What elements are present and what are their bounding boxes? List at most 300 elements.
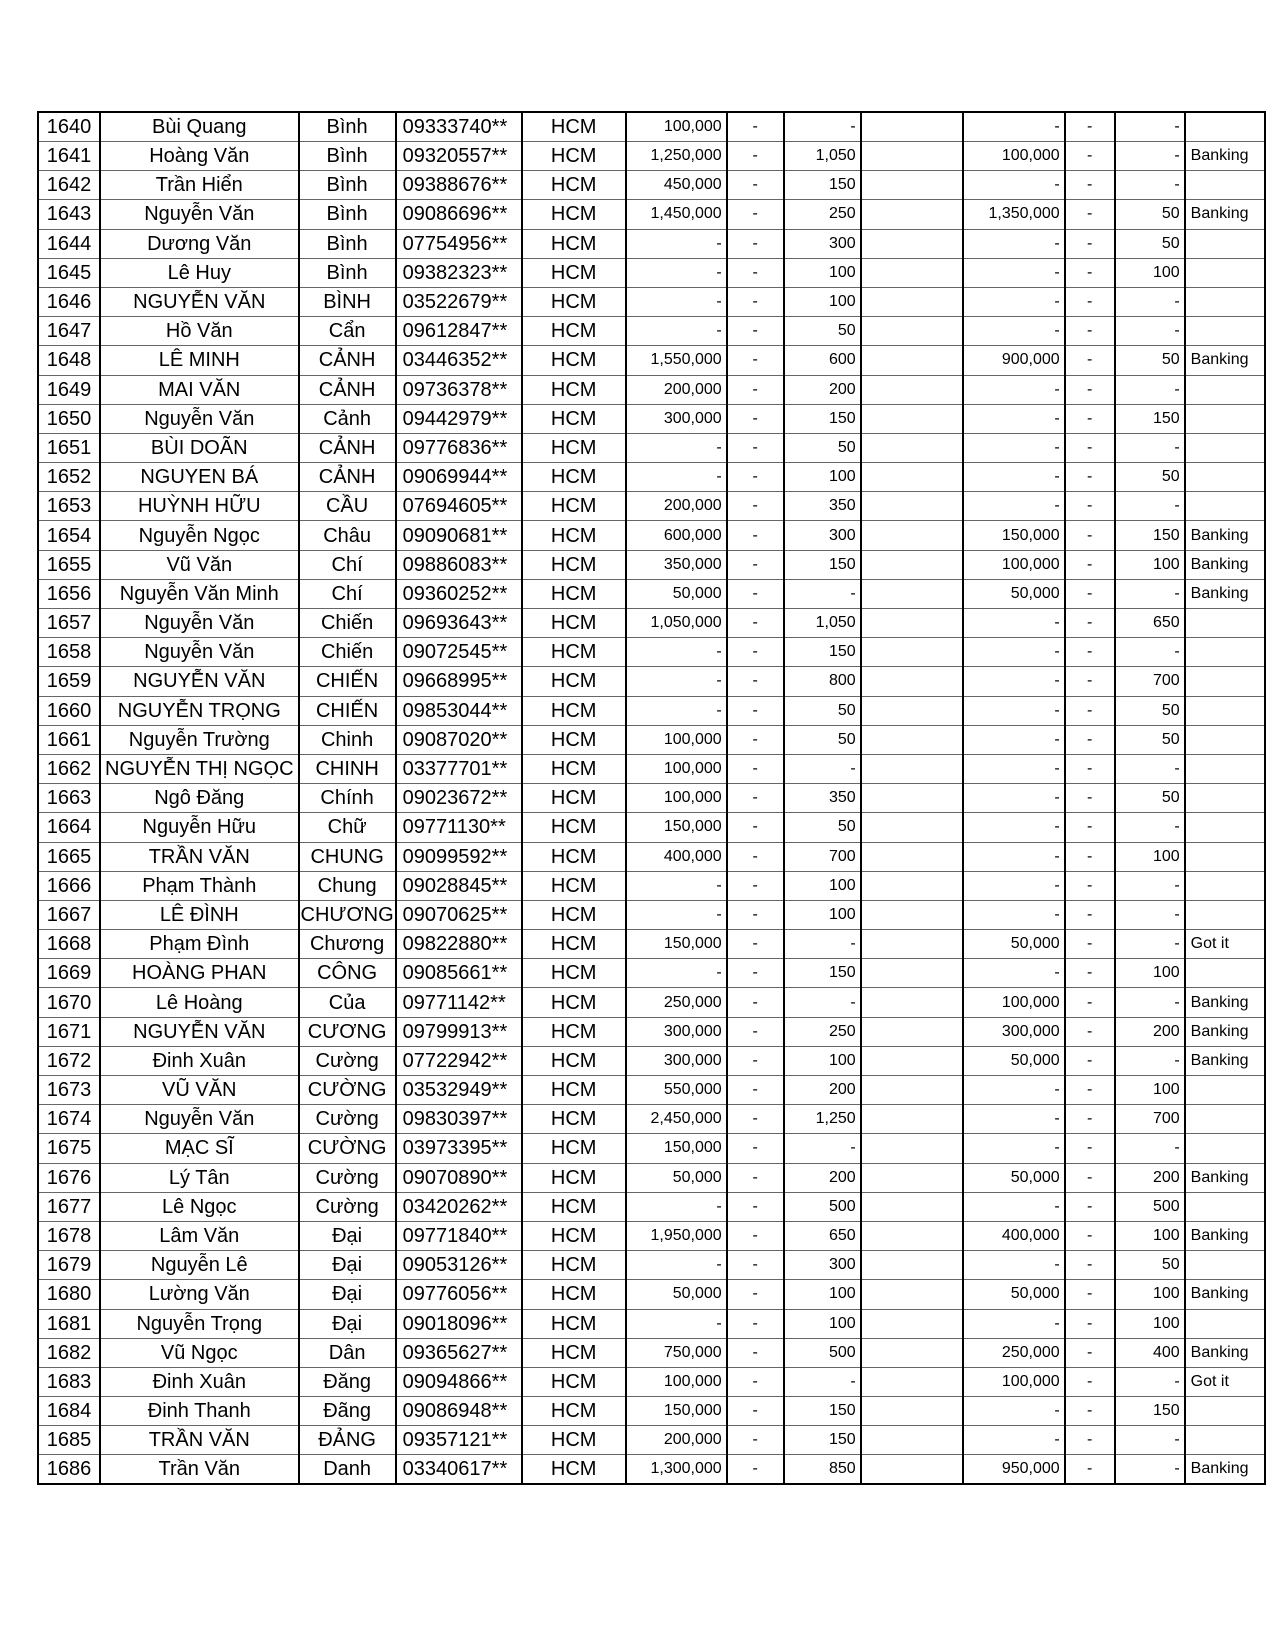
cell-amount-2: 50,000 — [963, 1163, 1065, 1192]
cell-col-11: - — [1065, 142, 1115, 171]
cell-row-id: 1666 — [38, 871, 100, 900]
cell-col-7: - — [727, 754, 784, 783]
cell-col-9 — [861, 317, 963, 346]
cell-phone: 09693643** — [396, 609, 522, 638]
table-row — [38, 521, 1265, 550]
cell-first-name: CHƯƠNG — [299, 900, 396, 929]
cell-amount-2: - — [963, 1192, 1065, 1221]
cell-first-name: Chữ — [299, 813, 396, 842]
cell-row-id: 1645 — [38, 258, 100, 287]
cell-col-9 — [861, 1076, 963, 1105]
cell-points-1: 200 — [784, 1076, 861, 1105]
cell-last-middle-name: NGUYỄN VĂN — [100, 287, 299, 316]
cell-phone: 09023672** — [396, 784, 522, 813]
cell-payment-method — [1185, 1251, 1265, 1280]
cell-col-11: - — [1065, 638, 1115, 667]
cell-phone: 09612847** — [396, 317, 522, 346]
cell-points-2: 100 — [1115, 1076, 1185, 1105]
cell-city: HCM — [522, 433, 626, 462]
cell-amount-1: - — [626, 463, 727, 492]
cell-first-name: Chiến — [299, 638, 396, 667]
cell-amount-1: 1,950,000 — [626, 1221, 727, 1250]
cell-last-middle-name: Lường Văn — [100, 1280, 299, 1309]
cell-points-2: - — [1115, 433, 1185, 462]
cell-payment-method — [1185, 638, 1265, 667]
cell-phone: 09382323** — [396, 258, 522, 287]
cell-amount-2: - — [963, 258, 1065, 287]
cell-col-11: - — [1065, 1338, 1115, 1367]
cell-row-id: 1673 — [38, 1076, 100, 1105]
table-row — [38, 667, 1265, 696]
cell-points-2: 100 — [1115, 1309, 1185, 1338]
cell-last-middle-name: Hồ Văn — [100, 317, 299, 346]
cell-row-id: 1641 — [38, 142, 100, 171]
cell-first-name: CÔNG — [299, 959, 396, 988]
cell-points-2: 50 — [1115, 784, 1185, 813]
cell-col-11: - — [1065, 1017, 1115, 1046]
cell-city: HCM — [522, 463, 626, 492]
cell-amount-2: - — [963, 463, 1065, 492]
cell-col-9 — [861, 1046, 963, 1075]
cell-amount-1: - — [626, 1192, 727, 1221]
cell-payment-method — [1185, 258, 1265, 287]
cell-phone: 09086948** — [396, 1397, 522, 1426]
cell-col-9 — [861, 229, 963, 258]
cell-amount-1: - — [626, 229, 727, 258]
cell-col-11: - — [1065, 1076, 1115, 1105]
cell-payment-method — [1185, 375, 1265, 404]
cell-col-11: - — [1065, 579, 1115, 608]
cell-payment-method — [1185, 404, 1265, 433]
cell-phone: 09085661** — [396, 959, 522, 988]
cell-payment-method — [1185, 112, 1265, 142]
table-body — [38, 112, 1265, 1484]
cell-phone: 09799913** — [396, 1017, 522, 1046]
cell-phone: 09886083** — [396, 550, 522, 579]
cell-col-9 — [861, 1426, 963, 1455]
cell-amount-1: 150,000 — [626, 1397, 727, 1426]
cell-points-2: 50 — [1115, 346, 1185, 375]
cell-amount-1: 200,000 — [626, 375, 727, 404]
cell-amount-2: - — [963, 433, 1065, 462]
cell-row-id: 1658 — [38, 638, 100, 667]
cell-city: HCM — [522, 1367, 626, 1396]
cell-points-1: - — [784, 930, 861, 959]
cell-amount-1: 400,000 — [626, 842, 727, 871]
cell-city: HCM — [522, 579, 626, 608]
cell-first-name: CHINH — [299, 754, 396, 783]
cell-last-middle-name: Trần Hiển — [100, 171, 299, 200]
cell-last-middle-name: TRẦN VĂN — [100, 1426, 299, 1455]
cell-city: HCM — [522, 521, 626, 550]
cell-col-9 — [861, 1338, 963, 1367]
cell-row-id: 1644 — [38, 229, 100, 258]
cell-col-11: - — [1065, 754, 1115, 783]
cell-payment-method — [1185, 287, 1265, 316]
cell-points-1: 50 — [784, 813, 861, 842]
cell-first-name: Đại — [299, 1309, 396, 1338]
cell-col-9 — [861, 1367, 963, 1396]
cell-col-7: - — [727, 871, 784, 900]
cell-col-7: - — [727, 1455, 784, 1485]
cell-col-11: - — [1065, 900, 1115, 929]
cell-col-7: - — [727, 900, 784, 929]
cell-col-7: - — [727, 1397, 784, 1426]
cell-points-1: 150 — [784, 550, 861, 579]
cell-col-11: - — [1065, 171, 1115, 200]
cell-col-9 — [861, 667, 963, 696]
cell-first-name: Đại — [299, 1251, 396, 1280]
table-row — [38, 258, 1265, 287]
cell-col-9 — [861, 959, 963, 988]
cell-last-middle-name: Lê Huy — [100, 258, 299, 287]
cell-col-11: - — [1065, 1455, 1115, 1485]
cell-col-7: - — [727, 1251, 784, 1280]
cell-payment-method — [1185, 609, 1265, 638]
cell-col-9 — [861, 813, 963, 842]
cell-last-middle-name: Nguyễn Văn — [100, 1105, 299, 1134]
cell-points-1: 150 — [784, 1397, 861, 1426]
cell-amount-1: - — [626, 696, 727, 725]
table-row — [38, 171, 1265, 200]
cell-row-id: 1659 — [38, 667, 100, 696]
cell-phone: 07754956** — [396, 229, 522, 258]
cell-last-middle-name: Vũ Ngọc — [100, 1338, 299, 1367]
cell-first-name: Đăng — [299, 1367, 396, 1396]
cell-last-middle-name: Lý Tân — [100, 1163, 299, 1192]
cell-amount-2: 50,000 — [963, 579, 1065, 608]
cell-last-middle-name: Đinh Thanh — [100, 1397, 299, 1426]
cell-points-1: 100 — [784, 871, 861, 900]
cell-points-1: 300 — [784, 229, 861, 258]
cell-payment-method — [1185, 1426, 1265, 1455]
cell-col-11: - — [1065, 1134, 1115, 1163]
cell-payment-method — [1185, 492, 1265, 521]
cell-row-id: 1660 — [38, 696, 100, 725]
cell-points-1: 50 — [784, 317, 861, 346]
cell-col-7: - — [727, 638, 784, 667]
cell-row-id: 1683 — [38, 1367, 100, 1396]
cell-city: HCM — [522, 842, 626, 871]
cell-points-2: - — [1115, 375, 1185, 404]
cell-city: HCM — [522, 346, 626, 375]
cell-col-7: - — [727, 609, 784, 638]
cell-phone: 09776836** — [396, 433, 522, 462]
cell-payment-method: Banking — [1185, 550, 1265, 579]
cell-phone: 09069944** — [396, 463, 522, 492]
cell-points-2: - — [1115, 900, 1185, 929]
cell-points-1: 150 — [784, 171, 861, 200]
cell-payment-method — [1185, 871, 1265, 900]
cell-col-9 — [861, 900, 963, 929]
cell-col-9 — [861, 930, 963, 959]
cell-city: HCM — [522, 871, 626, 900]
cell-points-1: 100 — [784, 900, 861, 929]
cell-amount-2: 900,000 — [963, 346, 1065, 375]
cell-points-1: 1,050 — [784, 142, 861, 171]
cell-col-9 — [861, 258, 963, 287]
table-row — [38, 784, 1265, 813]
cell-points-2: 500 — [1115, 1192, 1185, 1221]
cell-amount-2: - — [963, 375, 1065, 404]
cell-col-11: - — [1065, 258, 1115, 287]
table-row — [38, 579, 1265, 608]
cell-col-7: - — [727, 171, 784, 200]
cell-first-name: CẦU — [299, 492, 396, 521]
cell-amount-1: 300,000 — [626, 404, 727, 433]
cell-points-2: - — [1115, 142, 1185, 171]
cell-col-11: - — [1065, 930, 1115, 959]
cell-col-7: - — [727, 142, 784, 171]
cell-phone: 09668995** — [396, 667, 522, 696]
cell-col-9 — [861, 1163, 963, 1192]
cell-amount-2: - — [963, 725, 1065, 754]
cell-phone: 09830397** — [396, 1105, 522, 1134]
table-row — [38, 287, 1265, 316]
cell-points-1: 850 — [784, 1455, 861, 1485]
cell-last-middle-name: LÊ ĐÌNH — [100, 900, 299, 929]
data-table — [37, 111, 1266, 1485]
cell-phone: 09070625** — [396, 900, 522, 929]
cell-city: HCM — [522, 959, 626, 988]
cell-row-id: 1682 — [38, 1338, 100, 1367]
cell-city: HCM — [522, 1134, 626, 1163]
cell-payment-method — [1185, 317, 1265, 346]
cell-col-11: - — [1065, 287, 1115, 316]
cell-row-id: 1678 — [38, 1221, 100, 1250]
cell-points-1: 100 — [784, 258, 861, 287]
cell-last-middle-name: Vũ Văn — [100, 550, 299, 579]
cell-amount-1: 150,000 — [626, 930, 727, 959]
cell-row-id: 1655 — [38, 550, 100, 579]
cell-points-1: 150 — [784, 404, 861, 433]
cell-city: HCM — [522, 229, 626, 258]
cell-last-middle-name: Nguyễn Văn — [100, 609, 299, 638]
cell-payment-method: Banking — [1185, 1046, 1265, 1075]
cell-last-middle-name: NGUYỄN TRỌNG — [100, 696, 299, 725]
cell-first-name: CƯƠNG — [299, 1017, 396, 1046]
cell-col-11: - — [1065, 959, 1115, 988]
cell-col-11: - — [1065, 1397, 1115, 1426]
cell-amount-2: - — [963, 900, 1065, 929]
cell-amount-2: - — [963, 229, 1065, 258]
cell-col-11: - — [1065, 725, 1115, 754]
table-row — [38, 463, 1265, 492]
cell-col-9 — [861, 1134, 963, 1163]
cell-col-9 — [861, 784, 963, 813]
cell-last-middle-name: Nguyễn Văn — [100, 638, 299, 667]
cell-amount-1: - — [626, 317, 727, 346]
cell-amount-2: - — [963, 404, 1065, 433]
cell-points-1: 150 — [784, 638, 861, 667]
cell-amount-2: - — [963, 638, 1065, 667]
table-row — [38, 1163, 1265, 1192]
cell-amount-2: - — [963, 1105, 1065, 1134]
table-row — [38, 1280, 1265, 1309]
table-row — [38, 842, 1265, 871]
cell-payment-method: Banking — [1185, 988, 1265, 1017]
cell-amount-1: 50,000 — [626, 579, 727, 608]
cell-payment-method: Banking — [1185, 1338, 1265, 1367]
cell-col-11: - — [1065, 200, 1115, 229]
cell-amount-2: 1,350,000 — [963, 200, 1065, 229]
cell-col-9 — [861, 1397, 963, 1426]
cell-col-11: - — [1065, 1163, 1115, 1192]
cell-amount-1: 600,000 — [626, 521, 727, 550]
cell-points-2: 650 — [1115, 609, 1185, 638]
cell-phone: 09053126** — [396, 1251, 522, 1280]
cell-payment-method — [1185, 433, 1265, 462]
cell-payment-method: Banking — [1185, 142, 1265, 171]
cell-last-middle-name: Nguyễn Văn — [100, 200, 299, 229]
cell-col-9 — [861, 609, 963, 638]
cell-city: HCM — [522, 754, 626, 783]
cell-col-11: - — [1065, 696, 1115, 725]
cell-points-2: - — [1115, 1367, 1185, 1396]
cell-points-2: - — [1115, 287, 1185, 316]
cell-row-id: 1656 — [38, 579, 100, 608]
cell-payment-method: Got it — [1185, 930, 1265, 959]
cell-first-name: Cẩn — [299, 317, 396, 346]
cell-amount-1: - — [626, 433, 727, 462]
cell-col-11: - — [1065, 1426, 1115, 1455]
cell-points-1: 150 — [784, 1426, 861, 1455]
cell-city: HCM — [522, 813, 626, 842]
cell-last-middle-name: NGUYỄN THỊ NGỌC — [100, 754, 299, 783]
cell-amount-1: 150,000 — [626, 1134, 727, 1163]
cell-first-name: CHIẾN — [299, 696, 396, 725]
cell-row-id: 1669 — [38, 959, 100, 988]
table-row — [38, 813, 1265, 842]
cell-phone: 09357121** — [396, 1426, 522, 1455]
cell-city: HCM — [522, 1426, 626, 1455]
cell-col-11: - — [1065, 842, 1115, 871]
cell-amount-2: - — [963, 1251, 1065, 1280]
cell-last-middle-name: LÊ MINH — [100, 346, 299, 375]
cell-last-middle-name: Lê Ngọc — [100, 1192, 299, 1221]
cell-payment-method — [1185, 842, 1265, 871]
cell-payment-method — [1185, 667, 1265, 696]
cell-col-7: - — [727, 404, 784, 433]
cell-col-9 — [861, 404, 963, 433]
cell-points-1: 50 — [784, 433, 861, 462]
cell-city: HCM — [522, 258, 626, 287]
cell-last-middle-name: HOÀNG PHAN — [100, 959, 299, 988]
cell-phone: 09360252** — [396, 579, 522, 608]
cell-phone: 09333740** — [396, 112, 522, 142]
cell-payment-method — [1185, 1309, 1265, 1338]
cell-amount-2: - — [963, 609, 1065, 638]
cell-row-id: 1661 — [38, 725, 100, 754]
cell-row-id: 1647 — [38, 317, 100, 346]
cell-last-middle-name: Phạm Đình — [100, 930, 299, 959]
cell-points-2: 200 — [1115, 1017, 1185, 1046]
cell-amount-1: 1,250,000 — [626, 142, 727, 171]
cell-phone: 09099592** — [396, 842, 522, 871]
table-row — [38, 1251, 1265, 1280]
cell-city: HCM — [522, 1397, 626, 1426]
cell-amount-1: 1,300,000 — [626, 1455, 727, 1485]
cell-col-11: - — [1065, 521, 1115, 550]
cell-amount-2: - — [963, 1134, 1065, 1163]
cell-col-9 — [861, 1221, 963, 1250]
cell-points-2: - — [1115, 871, 1185, 900]
cell-city: HCM — [522, 1105, 626, 1134]
cell-phone: 09072545** — [396, 638, 522, 667]
cell-amount-2: 50,000 — [963, 1280, 1065, 1309]
cell-row-id: 1668 — [38, 930, 100, 959]
cell-amount-2: - — [963, 1076, 1065, 1105]
cell-points-2: 50 — [1115, 463, 1185, 492]
cell-payment-method: Banking — [1185, 579, 1265, 608]
cell-col-7: - — [727, 1221, 784, 1250]
cell-col-9 — [861, 521, 963, 550]
cell-col-9 — [861, 287, 963, 316]
cell-col-9 — [861, 754, 963, 783]
cell-payment-method — [1185, 229, 1265, 258]
cell-col-7: - — [727, 463, 784, 492]
cell-points-2: 200 — [1115, 1163, 1185, 1192]
cell-col-9 — [861, 1455, 963, 1485]
table-row — [38, 988, 1265, 1017]
cell-col-7: - — [727, 930, 784, 959]
cell-points-1: - — [784, 1367, 861, 1396]
cell-points-1: 50 — [784, 696, 861, 725]
cell-amount-1: 750,000 — [626, 1338, 727, 1367]
cell-phone: 09070890** — [396, 1163, 522, 1192]
cell-city: HCM — [522, 1251, 626, 1280]
cell-points-1: 150 — [784, 959, 861, 988]
cell-row-id: 1652 — [38, 463, 100, 492]
cell-payment-method — [1185, 725, 1265, 754]
cell-points-1: - — [784, 754, 861, 783]
cell-last-middle-name: Nguyễn Văn Minh — [100, 579, 299, 608]
cell-city: HCM — [522, 1076, 626, 1105]
cell-first-name: Bình — [299, 142, 396, 171]
cell-last-middle-name: Nguyễn Lê — [100, 1251, 299, 1280]
cell-col-7: - — [727, 1076, 784, 1105]
table-row — [38, 1367, 1265, 1396]
cell-payment-method: Banking — [1185, 1221, 1265, 1250]
cell-last-middle-name: NGUYỄN VĂN — [100, 667, 299, 696]
cell-row-id: 1650 — [38, 404, 100, 433]
cell-col-11: - — [1065, 346, 1115, 375]
cell-amount-1: 2,450,000 — [626, 1105, 727, 1134]
cell-first-name: Chương — [299, 930, 396, 959]
cell-amount-2: - — [963, 112, 1065, 142]
cell-payment-method: Banking — [1185, 1017, 1265, 1046]
cell-points-1: - — [784, 1134, 861, 1163]
table-row — [38, 1221, 1265, 1250]
cell-payment-method — [1185, 784, 1265, 813]
cell-col-9 — [861, 1280, 963, 1309]
table-row — [38, 638, 1265, 667]
table-row — [38, 1309, 1265, 1338]
cell-amount-2: 100,000 — [963, 142, 1065, 171]
cell-col-7: - — [727, 521, 784, 550]
cell-col-11: - — [1065, 784, 1115, 813]
cell-phone: 03973395** — [396, 1134, 522, 1163]
cell-first-name: Đại — [299, 1280, 396, 1309]
cell-points-2: - — [1115, 930, 1185, 959]
cell-city: HCM — [522, 550, 626, 579]
cell-row-id: 1657 — [38, 609, 100, 638]
cell-col-7: - — [727, 813, 784, 842]
cell-points-1: 350 — [784, 784, 861, 813]
cell-first-name: CẢNH — [299, 375, 396, 404]
cell-payment-method: Banking — [1185, 1280, 1265, 1309]
table-row — [38, 1192, 1265, 1221]
